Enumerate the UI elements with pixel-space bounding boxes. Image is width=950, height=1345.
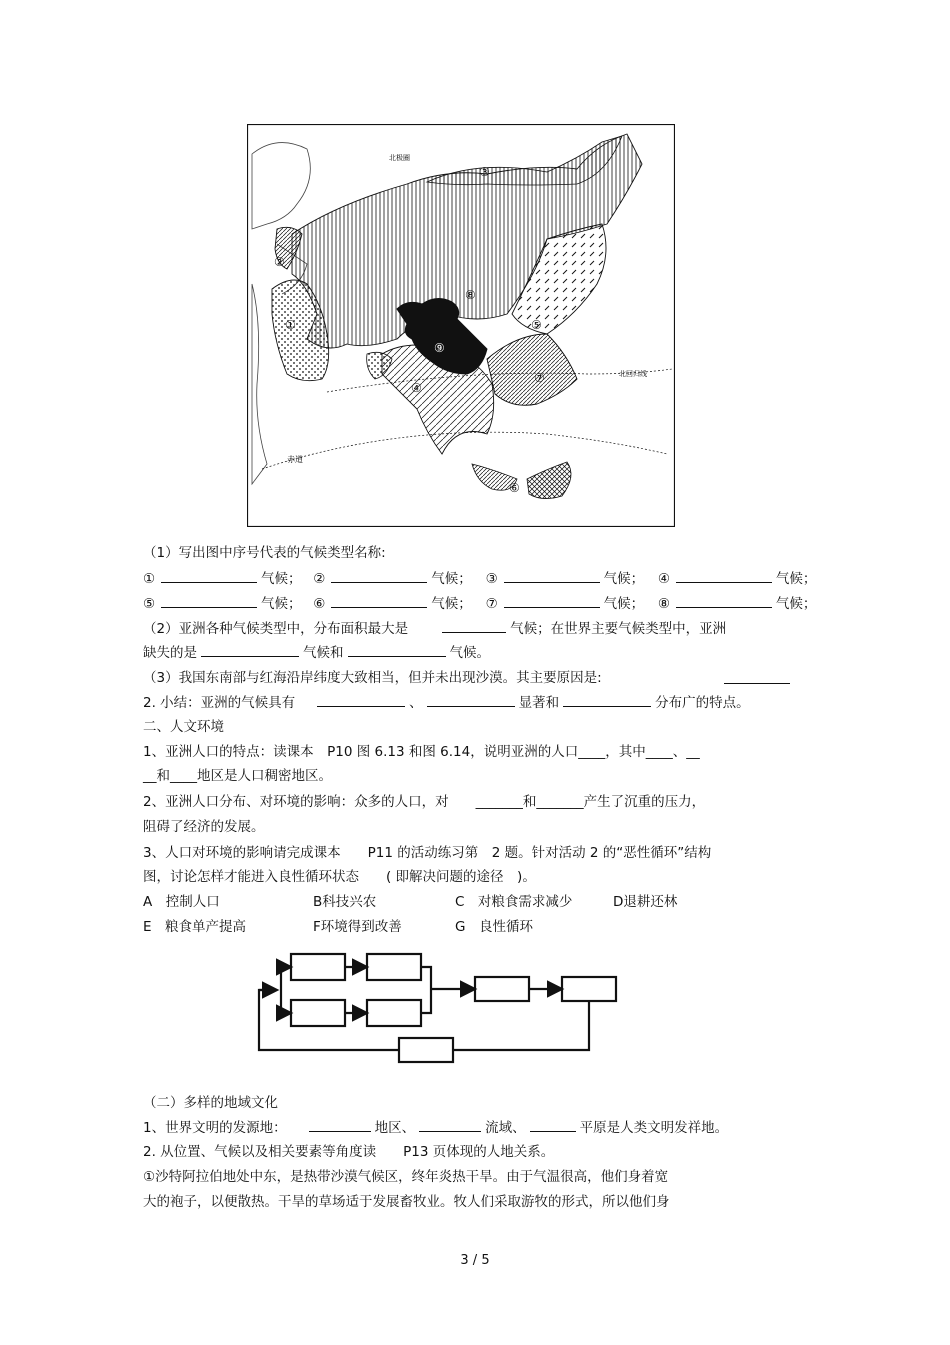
blank-civ-3[interactable] <box>530 1119 576 1132</box>
label-4: ④ <box>411 381 422 395</box>
box-bottom-left[interactable] <box>291 1000 345 1026</box>
p1-line2: __和____地区是人口稠密地区。 <box>143 768 332 784</box>
box-right[interactable] <box>562 977 616 1001</box>
options-row2 <box>143 918 533 936</box>
option-a: A 控制人口 <box>143 894 220 910</box>
label-7: ⑦ <box>534 371 545 385</box>
blank-reason[interactable] <box>724 683 790 684</box>
box-top-right[interactable] <box>367 954 421 980</box>
options-row1 <box>143 893 677 911</box>
blank-4[interactable] <box>676 570 772 583</box>
label-1: ① <box>285 318 296 332</box>
label-3: ③ <box>479 165 490 179</box>
culture-line4: 大的袍子，以便散热。干旱的草场适于发展畜牧业。牧人们采取游牧的形式，所以他们身 <box>143 1194 670 1210</box>
blank-largest[interactable] <box>442 620 506 633</box>
box-top-left[interactable] <box>291 954 345 980</box>
summary-line: 2. 小结：亚洲的气候具有 、 显著和 分布广的特点。 <box>143 695 750 711</box>
option-b: B科技兴农 <box>313 894 377 910</box>
box-middle[interactable] <box>475 977 529 1001</box>
blank-missing-1[interactable] <box>201 644 299 657</box>
blank-summary-1[interactable] <box>317 694 405 707</box>
blank-7[interactable] <box>504 595 600 608</box>
label-5: ⑤ <box>531 318 542 332</box>
blank-3[interactable] <box>504 570 600 583</box>
option-f: F环境得到改善 <box>313 919 402 935</box>
section2-title: 二、人文环境 <box>143 719 224 735</box>
label-8: ⑧ <box>465 288 476 302</box>
culture-title: （二）多样的地域文化 <box>143 1095 278 1111</box>
blank-summary-2[interactable] <box>427 694 515 707</box>
blank-civ-1[interactable] <box>309 1119 371 1132</box>
culture-line1: 1、世界文明的发源地： 地区、 流域、 平原是人类文明发祥地。 <box>143 1120 729 1136</box>
box-bottom-right[interactable] <box>367 1000 421 1026</box>
label-6: ⑥ <box>509 481 520 495</box>
option-g: G 良性循环 <box>455 919 533 935</box>
q2-line1: （2）亚洲各种气候类型中，分布面积最大是 气候；在世界主要气候类型中，亚洲 <box>143 621 727 637</box>
option-d: D退耕还林 <box>613 894 678 910</box>
q1-title: （1）写出图中序号代表的气候类型名称: <box>143 545 386 561</box>
cycle-diagram <box>255 948 625 1066</box>
label-9: ⑨ <box>434 341 445 355</box>
culture-line2: 2. 从位置、气候以及相关要素等角度读 P13 页体现的人地关系。 <box>143 1144 555 1160</box>
q2-line2: 缺失的是 气候和 气候。 <box>143 645 490 661</box>
p3-line2: 图，讨论怎样才能进入良性循环状态 ( 即解决问题的途径 )。 <box>143 869 536 885</box>
p2-line2: 阻碍了经济的发展。 <box>143 819 265 835</box>
blank-1[interactable] <box>161 570 257 583</box>
arctic-label: 北极圈 <box>389 154 410 162</box>
blank-8[interactable] <box>676 595 772 608</box>
page-number: 3 / 5 <box>460 1253 490 1268</box>
p2-line1: 2、亚洲人口分布、对环境的影响：众多的人口，对 _______和_______产生了沉重的压力， <box>143 794 706 810</box>
label-2: ② <box>274 255 285 269</box>
p1-line1: 1、亚洲人口的特点：读课本 P10 图 6.13 和图 6.14，说明亚洲的人口____，其中____、__ <box>143 744 700 760</box>
p3-line1: 3、人口对环境的影响请完成课本 P11 的活动练习第 2 题。针对活动 2 的“恶性循环”结构 <box>143 845 712 861</box>
option-e: E 粮食单产提高 <box>143 919 247 935</box>
culture-line3: ①沙特阿拉伯地处中东，是热带沙漠气候区，终年炎热干旱。由于气温很高，他们身着宽 <box>143 1169 669 1185</box>
q1-row1: ① 气候； ② 气候； ③ 气候； ④ 气候； <box>143 571 817 587</box>
blank-2[interactable] <box>331 570 427 583</box>
blank-summary-3[interactable] <box>563 694 651 707</box>
option-c: C 对粮食需求减少 <box>455 894 573 910</box>
q3-line: （3）我国东南部与红海沿岸纬度大致相当，但并未出现沙漠。其主要原因是: <box>143 670 602 686</box>
blank-6[interactable] <box>331 595 427 608</box>
blank-5[interactable] <box>161 595 257 608</box>
blank-missing-2[interactable] <box>348 644 446 657</box>
box-bottom[interactable] <box>399 1038 453 1062</box>
blank-civ-2[interactable] <box>419 1119 481 1132</box>
q1-row2: ⑤ 气候； ⑥ 气候； ⑦ 气候； ⑧ 气候； <box>143 596 817 612</box>
asia-climate-map <box>247 124 675 527</box>
equator-label: 赤道 <box>287 455 303 464</box>
tropic-label: 北回归线 <box>619 370 647 378</box>
